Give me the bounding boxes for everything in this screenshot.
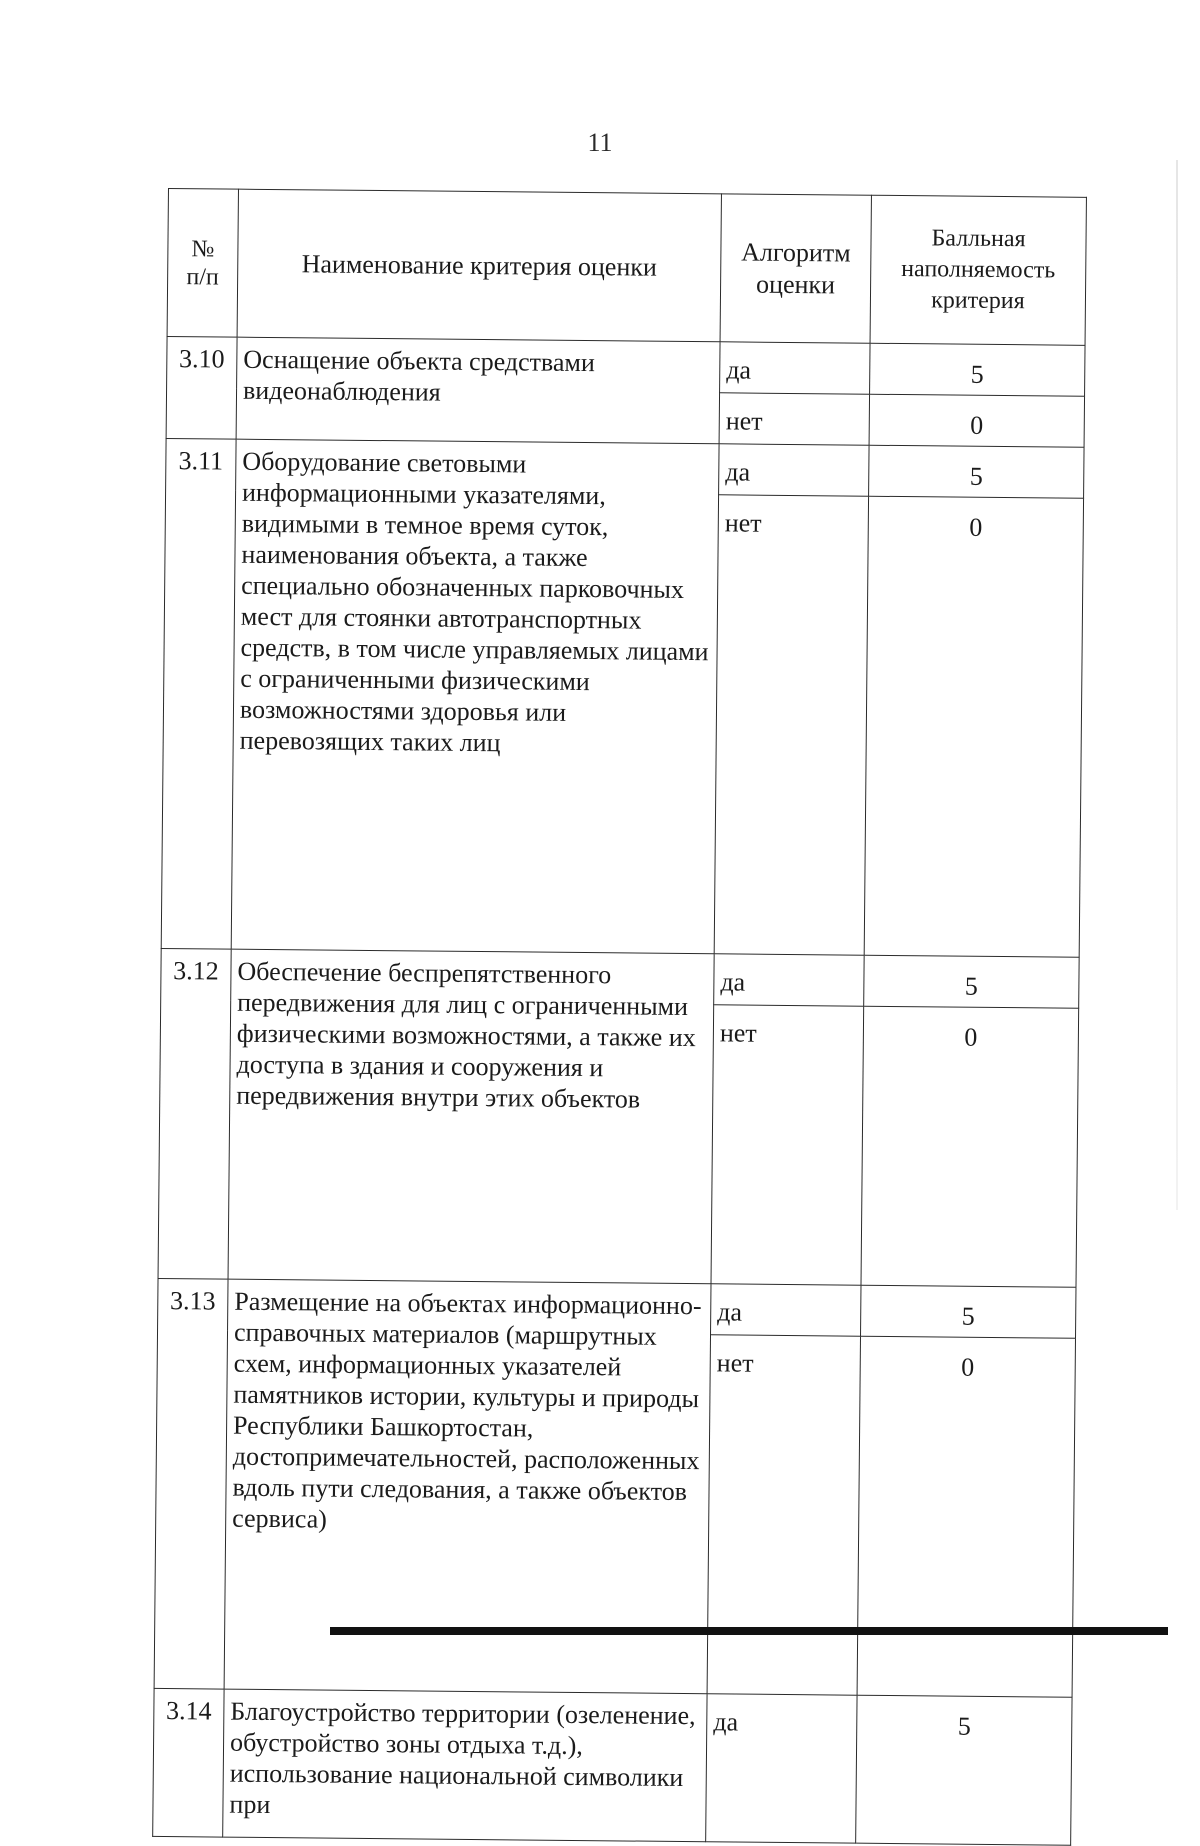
header-algorithm [720, 194, 871, 343]
score-value: 5 [869, 445, 1084, 498]
table-row [167, 336, 1085, 396]
header-algorithm-label: Алгоритм оценки [741, 237, 851, 299]
table-header-row [167, 189, 1086, 346]
score-value: 5 [856, 1695, 1072, 1845]
score-value: 0 [861, 1006, 1079, 1287]
criterion-name: Оснащение объекта средствами видеонаблюдения [236, 337, 720, 444]
score-value: 5 [864, 955, 1079, 1008]
score-value: 0 [864, 496, 1083, 957]
algorithm-option: да [714, 954, 864, 1006]
bottom-rule [330, 1627, 1168, 1635]
header-criterion-name [237, 189, 721, 342]
criterion-number: 3.10 [166, 336, 237, 439]
algorithm-option: да [706, 1694, 857, 1843]
criterion-number: 3.13 [154, 1278, 228, 1689]
criteria-table [152, 188, 1087, 1846]
header-number [167, 189, 238, 338]
algorithm-option: да [720, 342, 870, 394]
table-row [166, 438, 1084, 498]
criterion-name: Размещение на объектах информационно-справочных материалов (маршрутных схем, информационных указателей памятников истории, культуры и природы Республики Башкортостан, достопримечательностей, расположенных вдоль пути следования, а также объектов сервиса) [224, 1279, 711, 1694]
header-criterion-name-label: Наименование критерия оценки [301, 249, 658, 282]
criterion-number: 3.12 [158, 948, 231, 1279]
header-score [870, 195, 1086, 345]
criterion-name: Оборудование световыми информационными указателями, видимыми в темное время суток, наименования объекта, а также специально обозначенных парковочных мест для стоянки автотранспортных средств, в том числе управляемых лицами с ограниченными физическими возможностями здоровья или перевозящих таких лиц [231, 439, 719, 954]
criterion-number: 3.14 [153, 1688, 224, 1837]
criterion-number: 3.11 [161, 438, 236, 949]
criterion-name: Благоустройство территории (озеленение, обустройство зоны отдыха т.д.), использование национальной символики при [223, 1689, 707, 1842]
table-row [158, 1278, 1076, 1338]
scan-edge-mark [1176, 160, 1178, 1210]
score-value: 5 [861, 1285, 1076, 1338]
score-value: 0 [857, 1336, 1075, 1697]
algorithm-option: нет [707, 1335, 860, 1695]
algorithm-option: нет [714, 495, 868, 955]
header-number-label: № п/п [186, 235, 219, 290]
page-number: 11 [587, 128, 613, 157]
algorithm-option: нет [719, 393, 869, 445]
algorithm-option: да [711, 1284, 861, 1336]
criterion-name: Обеспечение беспрепятственного передвижения для лиц с ограниченными физическими возможностями, а также их доступа в здания и сооружения и передвижения внутри этих объектов [228, 949, 714, 1284]
header-score-label: Балльная наполняемость критерия [901, 225, 1056, 315]
algorithm-option: нет [711, 1005, 864, 1285]
score-value: 5 [870, 343, 1085, 396]
algorithm-option: да [719, 444, 869, 496]
score-value: 0 [869, 394, 1084, 447]
table-row [153, 1688, 1072, 1845]
table-row [161, 948, 1079, 1008]
